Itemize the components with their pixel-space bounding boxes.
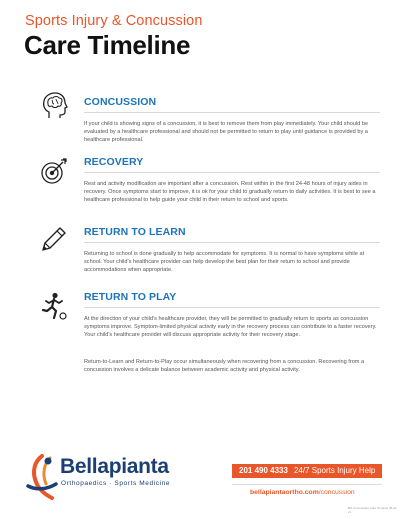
section-heading: RETURN TO PLAY [84,291,177,303]
footer-divider [232,484,382,485]
section-divider [84,242,380,243]
section-divider [84,307,380,308]
phone-number[interactable]: 201 490 4333 [239,466,288,475]
section-body: Rest and activity modification are important after a concussion. Rest within in the first 24-48 hours of injury aides in recovery. Once symptoms start to improve, it is ok for your child to gradually return to daily activities. It is best to see a healthcare professional to help guide your child in their return to school and sports. [84,181,376,203]
section-divider [84,172,380,173]
section-body: At the direction of your child's healthcare provider, they will be permitted to gradually return to sports as concussion symptoms improve. Symptom-limited physical activity early in the recovery process can contribute to a faster recovery. Your child's healthcare provider will discuss appropriate activity for their recovery stage. [84,316,377,338]
hotline-label: 24/7 Sports Injury Help [293,466,376,475]
runner-kicking-ball-icon [40,292,68,320]
section-heading: CONCUSSION [84,96,157,108]
website-path: /concussion [318,489,355,496]
website-link[interactable] [250,489,355,496]
target-icon [40,157,68,185]
brain-head-icon [40,92,68,120]
section-recovery [84,156,380,204]
section-return-to-play [84,291,380,339]
phone-banner [232,464,382,478]
section-heading: RECOVERY [84,156,144,168]
brand-tagline: Orthopaedics · Sports Medicine [61,480,171,487]
document-subtitle: Sports Injury & Concussion [25,13,203,29]
pencil-icon [40,225,68,253]
section-body: Returning to school is done gradually to help accommodate for symptoms. It is normal to have symptoms while at school. Your child's healthcare provider can help develop the best plan for their return to school and provide accommodations when appropriate. [84,251,365,273]
section-heading: RETURN TO LEARN [84,226,186,238]
summary-note: Return-to-Learn and Return-to-Play occur simultaneously when recovering from a concussion. Recovering from a concussion involves a delicate balance between academic activity and physical activity. [84,359,365,373]
section-body: If your child is showing signs of a concussion, it is best to remove them from play immediately. Your child should be evaluated by a healthcare professional and should not be permitted to return to play until guidance is provided by a healthcare professional. [84,121,369,143]
brand-name: Bellapianta [60,455,169,478]
website-domain: bellapiantaortho.com [250,489,319,496]
fine-print: BO Concussion Care Timeline 06.22 v1 [348,506,397,514]
section-concussion [84,96,380,144]
section-divider [84,112,380,113]
document-title: Care Timeline [24,30,191,60]
section-return-to-learn [84,226,380,274]
